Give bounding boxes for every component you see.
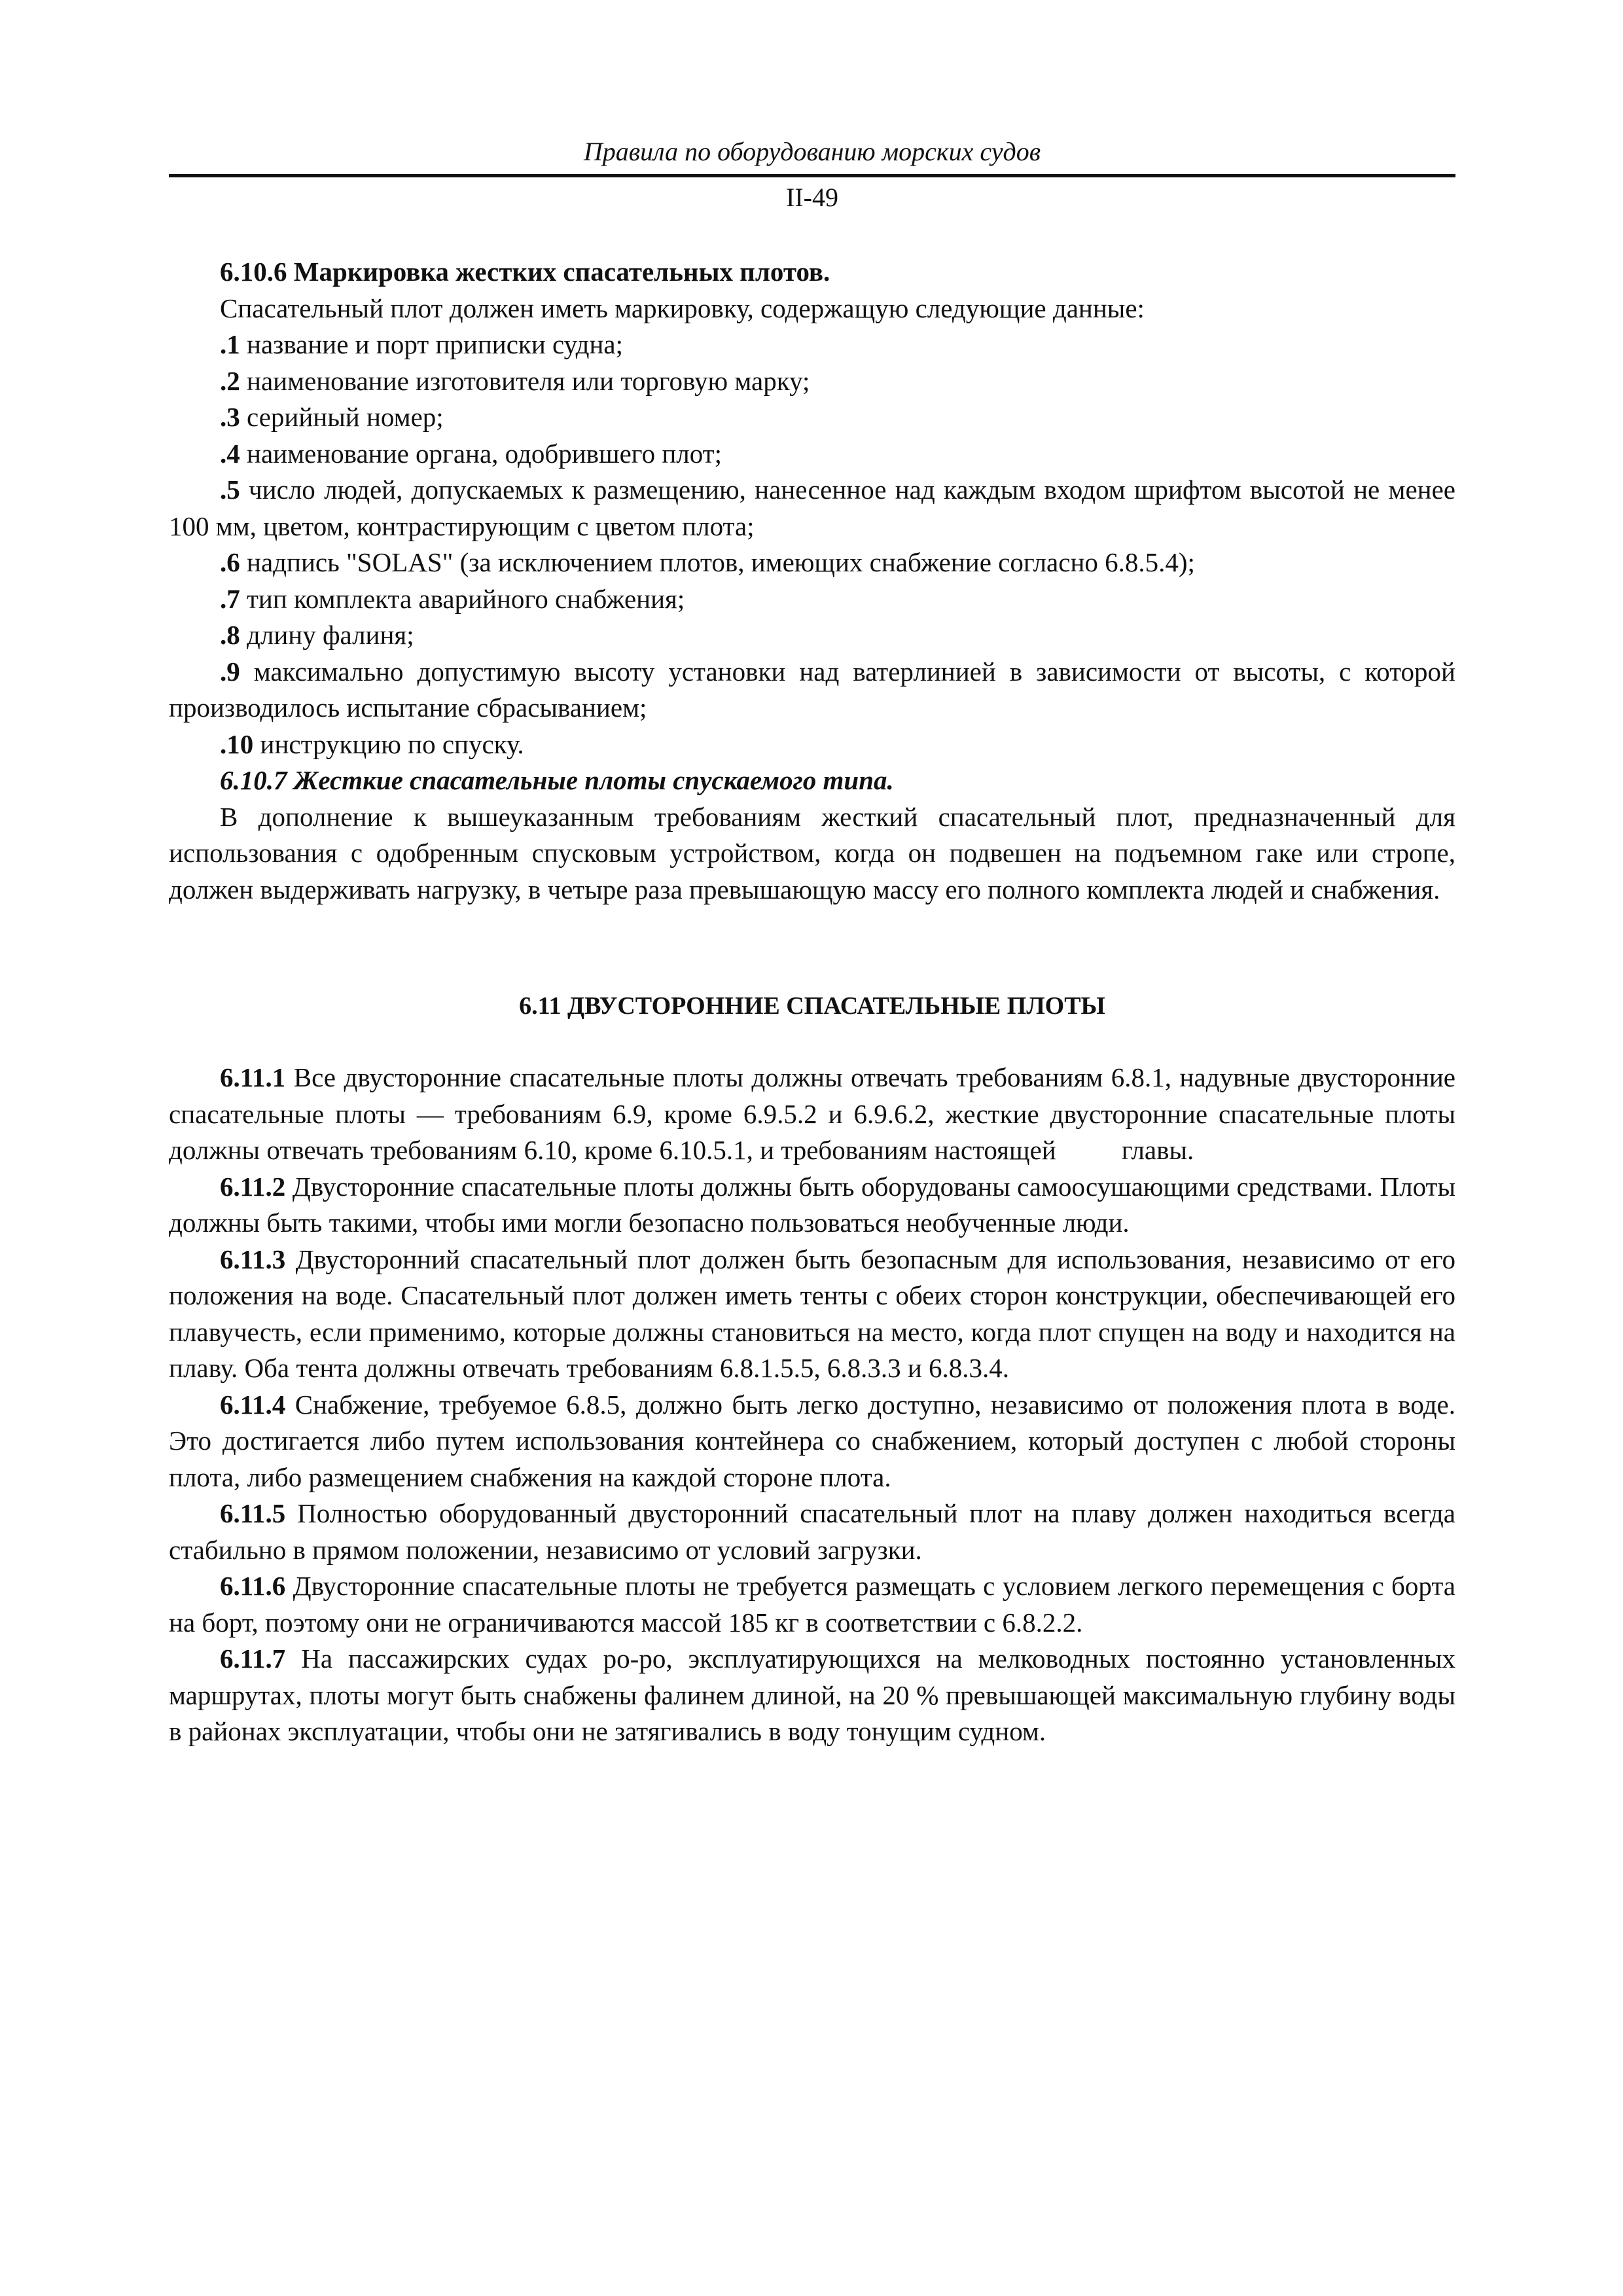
- paragraph-number: 6.11.5: [220, 1498, 286, 1528]
- section-6-10-6-heading: [169, 254, 1455, 291]
- paragraph-6-11-5: [169, 1496, 1455, 1568]
- paragraph-number: 6.11.6: [220, 1571, 286, 1601]
- item-number: .10: [220, 728, 254, 759]
- paragraph-number: 6.11.3: [220, 1244, 286, 1274]
- item-text: название и порт приписки судна;: [240, 329, 623, 359]
- item-text: тип комплекта аварийного снабжения;: [240, 583, 685, 614]
- item-text: максимально допустимую высоту установки над ватерлинией в зависимости от высоты, с которой производилось испытание сбрасыванием;: [169, 656, 1455, 723]
- paragraph-text: Двусторонний спасательный плот должен быть безопасным для использования, независимо от его положения на воде. Спасательный плот должен иметь тенты с обеих сторон конструкции, обеспечивающей его плавучесть, если применимо, которые должны становиться на место, когда плот спущен на воду и находится на плаву. Оба тента должны отвечать требованиям 6.8.1.5.5, 6.8.3.3 и 6.8.3.4.: [169, 1244, 1455, 1383]
- item-text: наименование изготовителя или торговую марку;: [240, 365, 810, 396]
- paragraph-number: 6.11.2: [220, 1171, 286, 1202]
- paragraph-6-11-2: [169, 1169, 1455, 1242]
- list-item: [169, 545, 1455, 581]
- list-item: [169, 581, 1455, 618]
- list-item: [169, 327, 1455, 363]
- paragraph-text: Все двусторонние спасательные плоты должны отвечать требованиям 6.8.1, надувные двусторонние спасательные плоты — требованиям 6.9, кроме 6.9.5.2 и 6.9.6.2, жесткие двусторонние спасательные плоты должны отвечать требованиям 6.10, кроме 6.10.5.1, и требованиям настоящей: [169, 1062, 1455, 1165]
- item-number: .2: [220, 365, 240, 396]
- item-number: .7: [220, 583, 240, 614]
- item-text: длину фалиня;: [240, 620, 414, 650]
- paragraph-text: На пассажирских судах ро-ро, эксплуатирующихся на мелководных постоянно установленных маршрутах, плоты могут быть снабжены фалинем длиной, на 20 % превышающей максимальную глубину воды в районах эксплуатации, чтобы они не затягивались в воду тонущим судном.: [169, 1643, 1455, 1746]
- running-title: Правила по оборудованию морских судов: [583, 137, 1041, 166]
- list-item: [169, 726, 1455, 763]
- paragraph-number: 6.11.4: [220, 1389, 286, 1420]
- paragraph-6-11-6: [169, 1568, 1455, 1641]
- paragraph-6-11-3: [169, 1242, 1455, 1387]
- paragraph-6-11-4: [169, 1387, 1455, 1496]
- section-6-11-heading: 6.11 ДВУСТОРОННИЕ СПАСАТЕЛЬНЫЕ ПЛОТЫ: [519, 992, 1105, 1020]
- item-number: .3: [220, 402, 240, 432]
- paragraph-text-end: главы.: [1121, 1135, 1194, 1165]
- item-text: число людей, допускаемых к размещению, нанесенное над каждым входом шрифтом высотой не менее 100 мм, цветом, контрастирующим с цветом плота;: [169, 475, 1455, 541]
- list-item: [169, 472, 1455, 545]
- item-text: надпись "SOLAS" (за исключением плотов, имеющих снабжение согласно 6.8.5.4);: [240, 547, 1195, 577]
- section-6-10-7-text: В дополнение к вышеуказанным требованиям жесткий спасательный плот, предназначенный для использования с одобренным спусковым устройством, когда он подвешен на подъемном гаке или стропе, должен выдерживать нагрузку, в четыре раза превышающую массу его полного комплекта людей и снабжения.: [169, 801, 1455, 905]
- section-6-10-7-heading: [169, 762, 1455, 799]
- paragraph-text: Полностью оборудованный двусторонний спасательный плот на плаву должен находиться всегда стабильно в прямом положении, независимо от условий загрузки.: [169, 1498, 1455, 1565]
- list-item: [169, 363, 1455, 400]
- paragraph-text: Двусторонние спасательные плоты не требуется размещать с условием легкого перемещения с борта на борт, поэтому они не ограничиваются массой 185 кг в соответствии с 6.8.2.2.: [169, 1571, 1455, 1638]
- item-text: серийный номер;: [240, 402, 444, 432]
- paragraph-6-11-7: [169, 1641, 1455, 1750]
- page-number: II-49: [786, 183, 838, 212]
- section-6-10-6-intro: Спасательный плот должен иметь маркировку, содержащую следующие данные:: [220, 293, 1145, 323]
- item-number: .1: [220, 329, 240, 359]
- paragraph-number: 6.11.1: [220, 1062, 286, 1092]
- paragraph-text: Снабжение, требуемое 6.8.5, должно быть легко доступно, независимо от положения плота в воде. Это достигается либо путем использования контейнера со снабжением, который доступен с любой стороны плота, либо размещением снабжения на каждой стороне плота.: [169, 1389, 1455, 1492]
- heading-text: 6.10.7 Жесткие спасательные плоты спускаемого типа.: [220, 765, 894, 795]
- document-body: [169, 254, 1455, 1750]
- header-rule: [169, 174, 1455, 177]
- list-item: [169, 617, 1455, 654]
- paragraph-number: 6.11.7: [220, 1643, 286, 1674]
- paragraph-6-11-1: [169, 1060, 1455, 1169]
- list-item: [169, 399, 1455, 436]
- item-number: .6: [220, 547, 240, 577]
- item-number: .5: [220, 475, 240, 505]
- item-text: наименование органа, одобрившего плот;: [240, 438, 722, 469]
- item-number: .8: [220, 620, 240, 650]
- list-item: [169, 436, 1455, 473]
- paragraph-text: Двусторонние спасательные плоты должны быть оборудованы самоосушающими средствами. Плоты должны быть такими, чтобы ими могли безопасно пользоваться необученные люди.: [169, 1171, 1455, 1238]
- item-text: инструкцию по спуску.: [253, 728, 524, 759]
- list-item: [169, 654, 1455, 726]
- item-number: .4: [220, 438, 240, 469]
- item-number: .9: [220, 656, 240, 687]
- heading-text: 6.10.6 Маркировка жестких спасательных плотов.: [220, 257, 830, 287]
